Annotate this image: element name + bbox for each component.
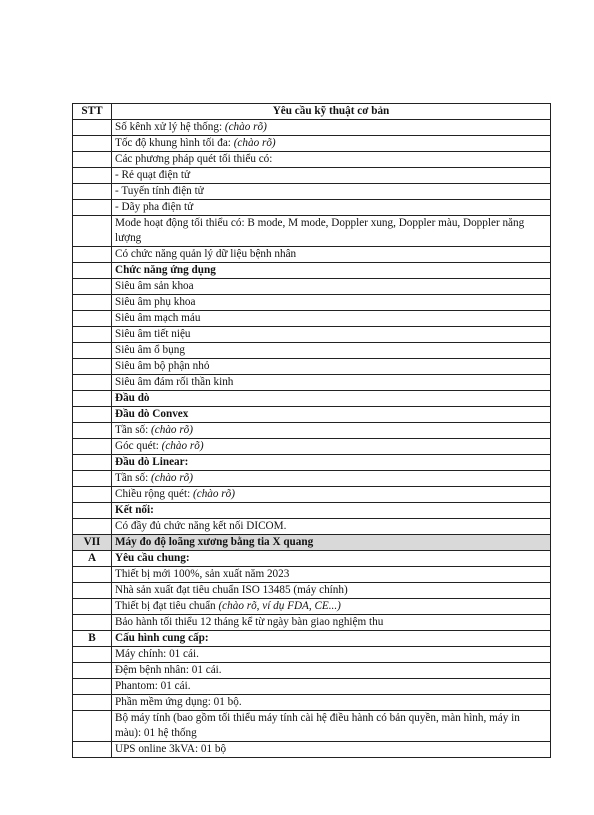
requirement-note: (chào rõ) <box>233 137 276 149</box>
requirement-text: Bộ máy tính (bao gồm tối thiểu máy tính cài hệ điều hành có bản quyền, màn hình, máy in màu): 01 hệ thống <box>115 712 520 739</box>
table-row <box>73 615 551 631</box>
requirement-cell <box>112 519 551 535</box>
stt-cell <box>73 711 112 742</box>
stt-cell <box>73 455 112 471</box>
stt-cell <box>73 295 112 311</box>
requirement-cell <box>112 599 551 615</box>
stt-cell <box>73 439 112 455</box>
table-row <box>73 711 551 742</box>
header-stt: STT <box>73 104 112 120</box>
requirement-cell <box>112 583 551 599</box>
requirement-text: Số kênh xử lý hệ thống: <box>115 121 225 133</box>
requirement-text: Máy đo độ loãng xương bằng tia X quang <box>115 536 314 548</box>
requirement-text: Siêu âm phụ khoa <box>115 296 196 308</box>
requirement-cell <box>112 455 551 471</box>
stt-cell <box>73 136 112 152</box>
table-row <box>73 359 551 375</box>
stt-cell <box>73 311 112 327</box>
requirement-cell <box>112 200 551 216</box>
requirement-text: - Dãy pha điện tử <box>115 201 194 213</box>
requirement-cell <box>112 487 551 503</box>
requirement-text: Máy chính: 01 cái. <box>115 648 199 660</box>
requirement-note: (chào rõ) <box>224 121 267 133</box>
stt-cell: B <box>73 631 112 647</box>
requirement-text: Tốc độ khung hình tối đa: <box>115 137 234 149</box>
stt-cell <box>73 263 112 279</box>
requirement-text: - Tuyến tính điện tử <box>115 185 204 197</box>
table-row <box>73 439 551 455</box>
table-row <box>73 311 551 327</box>
table-row <box>73 455 551 471</box>
stt-cell <box>73 567 112 583</box>
requirement-text: Siêu âm sản khoa <box>115 280 194 292</box>
requirement-cell <box>112 359 551 375</box>
stt-cell <box>73 279 112 295</box>
requirement-text: Yêu cầu chung: <box>115 552 190 564</box>
requirement-cell <box>112 535 551 551</box>
requirement-note: (chào rõ) <box>193 488 235 500</box>
stt-cell <box>73 471 112 487</box>
table-row <box>73 742 551 758</box>
table-row <box>73 391 551 407</box>
table-row <box>73 695 551 711</box>
requirement-text: Cấu hình cung cấp: <box>115 632 209 644</box>
stt-cell <box>73 599 112 615</box>
requirement-text: Đệm bệnh nhân: 01 cái. <box>115 664 222 676</box>
requirement-cell <box>112 439 551 455</box>
requirement-text: Đầu dò Linear: <box>115 456 189 468</box>
stt-cell <box>73 583 112 599</box>
requirement-cell <box>112 279 551 295</box>
requirement-text: Thiết bị mới 100%, sản xuất năm 2023 <box>115 568 290 580</box>
stt-cell <box>73 375 112 391</box>
table-header-row <box>73 104 551 120</box>
stt-cell <box>73 742 112 758</box>
stt-cell <box>73 168 112 184</box>
requirement-text: Siêu âm bộ phận nhỏ <box>115 360 210 372</box>
requirement-text: Mode hoạt động tối thiểu có: B mode, M mode, Doppler xung, Doppler màu, Doppler năng lượng <box>115 217 525 244</box>
table-row <box>73 663 551 679</box>
table-row <box>73 279 551 295</box>
table-row <box>73 120 551 136</box>
requirement-text: - Rẻ quạt điện tử <box>115 169 191 181</box>
table-row <box>73 295 551 311</box>
requirement-text: Góc quét: <box>115 440 162 452</box>
stt-cell <box>73 247 112 263</box>
table-row <box>73 375 551 391</box>
requirement-cell <box>112 551 551 567</box>
requirement-text: Chức năng ứng dụng <box>115 264 216 276</box>
table-row <box>73 216 551 247</box>
requirement-note: (chào rõ) <box>151 424 193 436</box>
stt-cell <box>73 615 112 631</box>
table-row <box>73 551 551 567</box>
table-row <box>73 679 551 695</box>
requirement-cell <box>112 120 551 136</box>
table-row <box>73 599 551 615</box>
table-body <box>73 120 551 758</box>
stt-cell <box>73 695 112 711</box>
table-row <box>73 487 551 503</box>
requirement-cell <box>112 695 551 711</box>
table-row <box>73 327 551 343</box>
table-row <box>73 519 551 535</box>
requirement-cell <box>112 631 551 647</box>
table-row <box>73 247 551 263</box>
table-row <box>73 423 551 439</box>
stt-cell <box>73 679 112 695</box>
requirement-cell <box>112 423 551 439</box>
requirement-cell <box>112 567 551 583</box>
requirement-cell <box>112 742 551 758</box>
requirement-text: Chiều rộng quét: <box>115 488 193 500</box>
table-row <box>73 567 551 583</box>
requirement-text: Có đầy đủ chức năng kết nối DICOM. <box>115 520 287 532</box>
table-row <box>73 583 551 599</box>
stt-cell: VII <box>73 535 112 551</box>
requirement-text: Siêu âm đám rối thần kinh <box>115 376 234 388</box>
table-row <box>73 503 551 519</box>
requirement-text: Tần số: <box>115 472 152 484</box>
requirement-cell <box>112 136 551 152</box>
table-row <box>73 200 551 216</box>
stt-cell <box>73 407 112 423</box>
stt-cell <box>73 423 112 439</box>
stt-cell <box>73 519 112 535</box>
requirement-text: Đầu dò <box>115 392 150 404</box>
table-row <box>73 263 551 279</box>
requirement-cell <box>112 503 551 519</box>
requirement-cell <box>112 295 551 311</box>
requirement-cell <box>112 247 551 263</box>
requirement-text: Phần mềm ứng dụng: 01 bộ. <box>115 696 242 708</box>
table-row <box>73 168 551 184</box>
stt-cell <box>73 647 112 663</box>
table-row <box>73 407 551 423</box>
requirement-cell <box>112 216 551 247</box>
requirement-text: Bảo hành tối thiểu 12 tháng kể từ ngày bàn giao nghiệm thu <box>115 616 384 628</box>
requirement-cell <box>112 168 551 184</box>
table-row <box>73 152 551 168</box>
stt-cell <box>73 327 112 343</box>
requirement-text: Tần số: <box>115 424 152 436</box>
stt-cell <box>73 503 112 519</box>
stt-cell <box>73 184 112 200</box>
requirement-text: Phantom: 01 cái. <box>115 680 191 692</box>
requirement-cell <box>112 407 551 423</box>
requirement-note: (chào rõ) <box>151 472 193 484</box>
stt-cell <box>73 391 112 407</box>
requirement-cell <box>112 615 551 631</box>
stt-cell <box>73 200 112 216</box>
requirement-text: Các phương pháp quét tối thiểu có: <box>115 153 273 165</box>
table-row <box>73 631 551 647</box>
stt-cell <box>73 152 112 168</box>
requirement-cell <box>112 343 551 359</box>
requirement-cell <box>112 311 551 327</box>
requirement-note: (chào rõ, ví dụ FDA, CE...) <box>218 600 341 612</box>
requirement-text: Siêu âm mạch máu <box>115 312 201 324</box>
stt-cell: A <box>73 551 112 567</box>
requirement-cell <box>112 184 551 200</box>
section-row <box>73 535 551 551</box>
stt-cell <box>73 120 112 136</box>
requirement-text: Nhà sản xuất đạt tiêu chuẩn ISO 13485 (máy chính) <box>115 584 348 596</box>
requirements-table <box>72 103 551 758</box>
requirement-text: Siêu âm tiết niệu <box>115 328 191 340</box>
requirement-text: Thiết bị đạt tiêu chuẩn <box>115 600 219 612</box>
stt-cell <box>73 487 112 503</box>
requirement-cell <box>112 152 551 168</box>
table-row <box>73 343 551 359</box>
requirement-cell <box>112 327 551 343</box>
requirement-text: Siêu âm ổ bụng <box>115 344 185 356</box>
requirement-cell <box>112 711 551 742</box>
stt-cell <box>73 343 112 359</box>
requirement-text: Kết nối: <box>115 504 154 516</box>
table-row <box>73 471 551 487</box>
requirement-cell <box>112 679 551 695</box>
header-requirements: Yêu cầu kỹ thuật cơ bản <box>112 104 551 120</box>
requirement-cell <box>112 471 551 487</box>
table-row <box>73 136 551 152</box>
requirement-note: (chào rõ) <box>161 440 204 452</box>
requirement-cell <box>112 647 551 663</box>
table-row <box>73 647 551 663</box>
requirement-cell <box>112 391 551 407</box>
requirement-cell <box>112 263 551 279</box>
stt-cell <box>73 663 112 679</box>
stt-cell <box>73 216 112 247</box>
requirement-text: UPS online 3kVA: 01 bộ <box>115 743 227 755</box>
table-row <box>73 184 551 200</box>
requirement-cell <box>112 375 551 391</box>
stt-cell <box>73 359 112 375</box>
requirement-text: Đầu dò Convex <box>115 408 189 420</box>
requirement-cell <box>112 663 551 679</box>
requirement-text: Có chức năng quản lý dữ liệu bệnh nhân <box>115 248 297 260</box>
